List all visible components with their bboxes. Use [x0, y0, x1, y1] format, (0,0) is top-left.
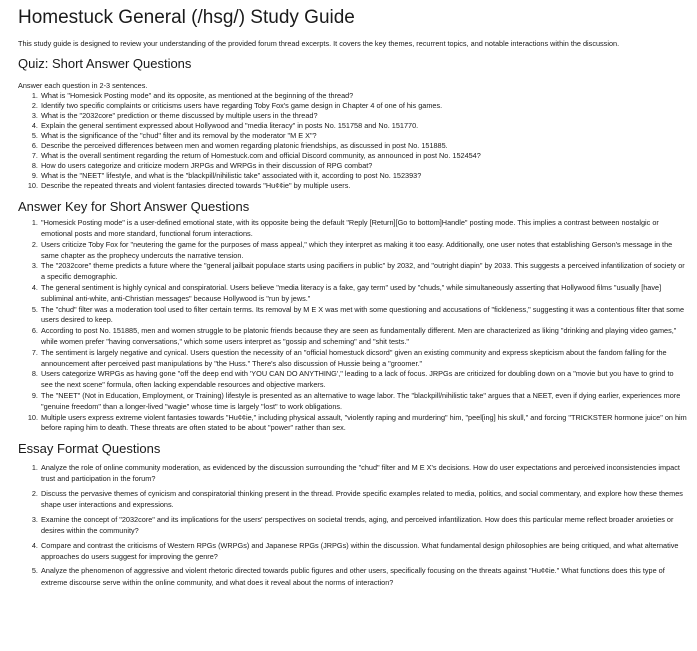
quiz-question: 8. How do users categorize and criticize modern JRPGs and WRPGs in their discussion of RPG combat?: [40, 161, 687, 171]
answer-key-heading: Answer Key for Short Answer Questions: [18, 199, 250, 215]
answer-key-section: [18, 198, 687, 434]
answer-list: [18, 218, 687, 434]
quiz-question: 9. What is the "NEET" lifestyle, and what is the "blackpill/nihilistic take" associated with it, according to post No. 152393?: [40, 171, 687, 181]
quiz-heading: Quiz: Short Answer Questions: [18, 56, 192, 72]
intro-paragraph: This study guide is designed to review your understanding of the provided forum thread excerpts. It covers the key themes, recurrent topics, and notable interactions within the discussion.: [18, 39, 620, 48]
essay-question: 2. Discuss the pervasive themes of cynicism and conspiratorial thinking present in the thread. Provide specific examples related to media, politics, and social commentary, and explore how these themes shape user interactions and expressions.: [40, 488, 687, 510]
quiz-question-list: [18, 91, 687, 191]
answer-item: 5. The "chud" filter was a moderation tool used to filter certain terms. Its removal by M E X was met with some questioning and accusations of "fickleness," suggesting it was a contentious filter that some users desired to keep.: [40, 305, 687, 327]
quiz-question: 5. What is the significance of the "chud" filter and its removal by the moderator "M E X"?: [40, 131, 687, 141]
answer-item: 7. The sentiment is largely negative and cynical. Users question the necessity of an "official homestuck dicsord" given an existing community and express skepticism about the fandom falling for the announcement after perceived past manipulations by "the Huss." There's also discussion of Hussie being a "groomer.": [40, 348, 687, 370]
quiz-question: 1. What is "Homesick Posting mode" and its opposite, as mentioned at the beginning of the thread?: [40, 91, 687, 101]
quiz-section: [18, 55, 687, 191]
essay-question-list: [18, 462, 687, 588]
quiz-question: 4. Explain the general sentiment expressed about Hollywood and "media literacy" in posts No. 151758 and No. 151770.: [40, 121, 687, 131]
page-title: Homestuck General (/hsg/) Study Guide: [18, 7, 355, 28]
answer-item: 9. The "NEET" (Not in Education, Employment, or Training) lifestyle is presented as an alternative to wage labor. The "blackpill/nihilistic take" argues that a NEET, even if dying earlier, experiences more "genuine freedom" than a longer-lived "wagie" whose time is largely "lost" to work obligations.: [40, 391, 687, 413]
answer-item: 10. Multiple users express extreme violent fantasies towards "Hu¢¢ie," including physical assault, "violently raping and murdering" him, "peel[ing] his skull," and forcing "TRICKSTER hormone juice" on him before raping him to death. These threats are often stated to be about "power" rather than sex.: [40, 413, 687, 435]
answer-item: 8. Users categorize WRPGs as having gone "off the deep end with 'YOU CAN DO ANYTHING'," leading to a lack of focus. JRPGs are criticized for doubling down on a "movie but you have to grind to see the next scene" formula, often lacking expendable resources and objective markers.: [40, 369, 687, 391]
essay-question: 1. Analyze the role of online community moderation, as evidenced by the discussion surrounding the "chud" filter and M E X's decisions. How do user expectations and perceived inconsistencies impact trust and participation in the forum?: [40, 462, 687, 484]
answer-item: 4. The general sentiment is highly cynical and conspiratorial. Users believe "media literacy is a fake, gay term" used by "chuds," while simultaneously asserting that Hollywood films "usually [have] subliminal anti-white, anti-Christian messages" because Hollywood is "run by jews.": [40, 283, 687, 305]
quiz-instructions: Answer each question in 2-3 sentences.: [18, 81, 148, 91]
quiz-question: 10. Describe the repeated threats and violent fantasies directed towards "Hu¢¢ie" by multiple users.: [40, 181, 687, 191]
essay-question: 5. Analyze the phenomenon of aggressive and violent rhetoric directed towards public figures and other users, specifically focusing on the threats against "Hu¢¢ie." What functions does this type of extreme discourse serve within the online community, and what does it reveal about the norms of interaction?: [40, 565, 687, 587]
quiz-question: 7. What is the overall sentiment regarding the return of Homestuck.com and official Discord community, as announced in post No. 152454?: [40, 151, 687, 161]
essay-heading: Essay Format Questions: [18, 441, 161, 457]
essay-section: [18, 440, 687, 588]
quiz-question: 6. Describe the perceived differences between men and women regarding platonic friendships, as discussed in post No. 151885.: [40, 141, 687, 151]
essay-question: 4. Compare and contrast the criticisms of Western RPGs (WRPGs) and Japanese RPGs (JRPGs) within the discussion. What fundamental design philosophies are being critiqued, and what alternative approaches do users suggest for improving the genre?: [40, 540, 687, 562]
quiz-question: 3. What is the "2032core" prediction or theme discussed by multiple users in the thread?: [40, 111, 687, 121]
quiz-question: 2. Identify two specific complaints or criticisms users have regarding Toby Fox's game design in Chapter 4 of one of his games.: [40, 101, 687, 111]
essay-question: 3. Examine the concept of "2032core" and its implications for the users' perspectives on societal trends, aging, and perceived infantilization. How does this particular meme reflect broader anxieties or desires within the community?: [40, 514, 687, 536]
answer-item: 3. The "2032core" theme predicts a future where the "general jailbait populace starts using pacifiers in public" by 2032, and "outright diapin" by 2033. This suggests a perceived infantilization of society or a specific demographic.: [40, 261, 687, 283]
answer-item: 1. "Homesick Posting mode" is a user-defined emotional state, with its opposite being the default "Reply [Return][Go to bottom]Handle" posting mode. This implies a contrast between nostalgic or emotional posts and more standard, functional forum interactions.: [40, 218, 687, 240]
answer-item: 6. According to post No. 151885, men and women struggle to be platonic friends because they are seen as fundamentally different. Men are characterized as liking "drinking and playing video games," while women prefer "having conversations," which some users interpret as "gossip and scheming" and "shit tests.": [40, 326, 687, 348]
answer-item: 2. Users criticize Toby Fox for "neutering the game for the purposes of mass appeal," which they interpret as making it too easy. Additionally, one user notes that establishing Gerson's message in the same chapter as the prophecy undercuts the narrative tension.: [40, 240, 687, 262]
